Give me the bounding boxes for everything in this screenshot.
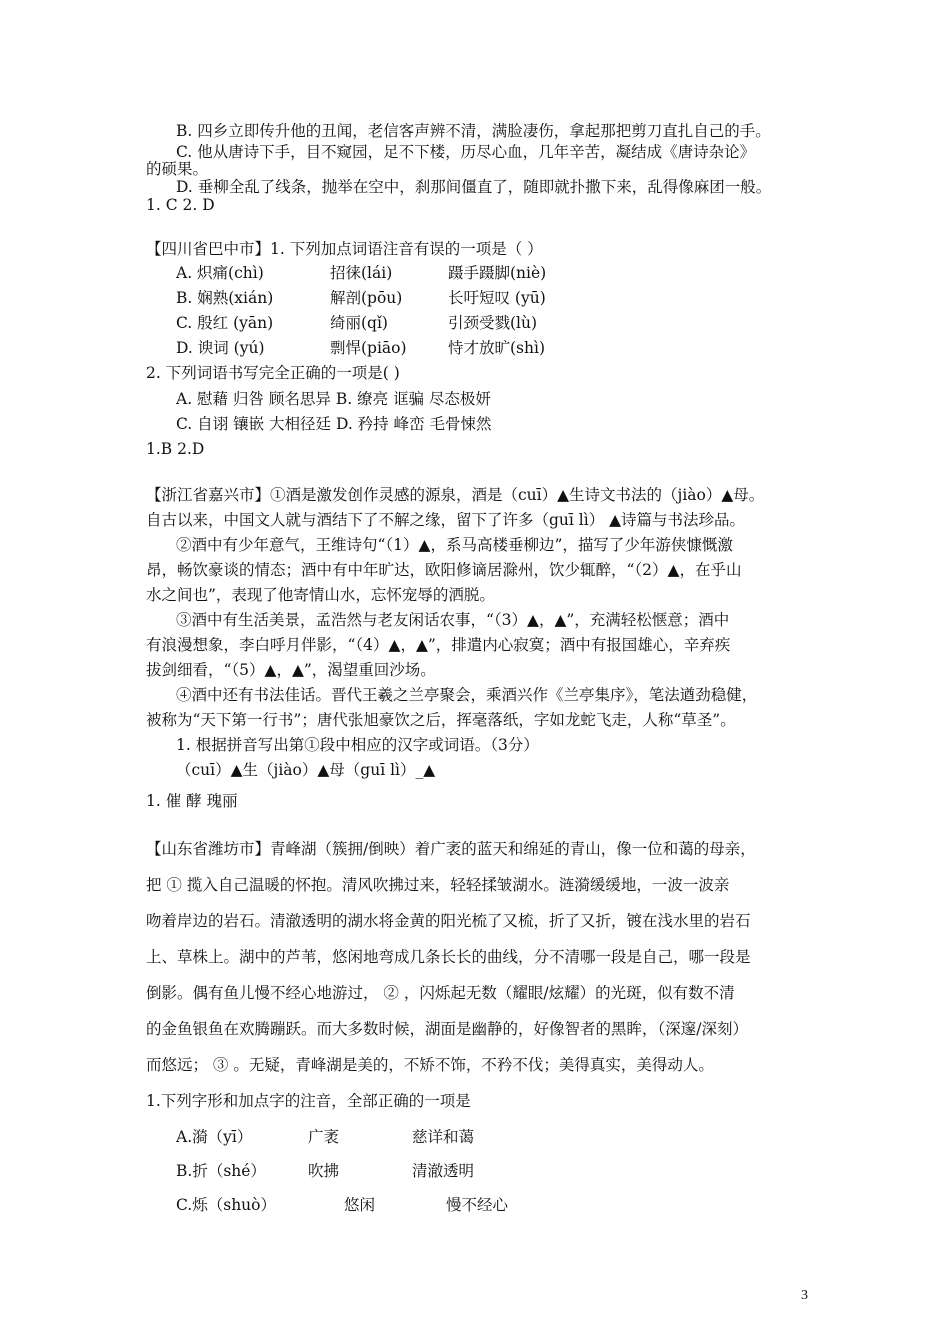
item: 恃才放旷(shì) <box>448 339 545 357</box>
options-row-2: C. 自诩 镶嵌 大相径廷 D. 矜持 峰峦 毛骨悚然 <box>176 415 492 433</box>
jiaxing-question: 1. 根据拼音写出第①段中相应的汉字或词语。（3分） <box>176 736 539 754</box>
item: 蹑手蹑脚(niè) <box>448 264 547 282</box>
jiaxing-line: 自古以来，中国文人就与酒结下了不解之缘，留下了许多（guī lì） ▲诗篇与书法珍品。 <box>146 511 746 529</box>
row-c <box>176 312 537 334</box>
item: C. 殷红 (yān) <box>176 314 274 332</box>
jiaxing-line: 被称为“天下第一行书”；唐代张旭豪饮之后，挥毫落纸，字如龙蛇飞走，人称“草圣”。 <box>146 711 736 729</box>
row-b <box>176 287 546 309</box>
item: 招徕(lái) <box>330 264 393 282</box>
jiaxing-line: 拔剑细看，“（5）▲，▲”，渴望重回沙场。 <box>146 661 436 679</box>
jiaxing-line: 【浙江省嘉兴市】①酒是激发创作灵感的源泉，酒是（cuī）▲生诗文书法的（jiào）▲母。 <box>146 486 765 504</box>
weifang-line: 把 ① 揽入自己温暖的怀抱。清风吹拂过来，轻轻揉皱湖水。涟漪缓缓地，一波一波亲 <box>146 876 730 894</box>
question-bazhong-1: 【四川省巴中市】1. 下列加点词语注音有误的一项是（ ） <box>146 240 543 258</box>
options-row-1: A. 慰藉 归咎 顾名思异 B. 缭亮 诓骗 尽态极妍 <box>176 390 491 408</box>
item: B. 娴熟(xián) <box>176 289 274 307</box>
weifang-option-a <box>176 1126 474 1148</box>
weifang-line: 而悠远； ③ 。无疑，青峰湖是美的，不矫不饰，不矜不伐；美得真实，美得动人。 <box>146 1056 714 1074</box>
option-b: B. 四乡立即传升他的丑闻，老信客声辨不清，满脸凄伤，拿起那把剪刀直扎自己的手。 <box>176 122 771 140</box>
item: D. 谀词 (yú) <box>176 339 265 357</box>
item: 慢不经心 <box>446 1196 509 1214</box>
weifang-question: 1.下列字形和加点字的注音，全部正确的一项是 <box>146 1092 471 1110</box>
weifang-line: 吻着岸边的岩石。清澈透明的湖水将金黄的阳光梳了又梳，折了又折，镀在浅水里的岩石 <box>146 912 751 930</box>
item: 广袤 <box>308 1128 340 1146</box>
item: C.烁（shuò） <box>176 1196 276 1214</box>
row-a <box>176 262 546 284</box>
jiaxing-line: ④酒中还有书法佳话。晋代王羲之兰亭聚会，乘酒兴作《兰亭集序》，笔法遒劲稳健， <box>176 686 758 704</box>
item: 长吁短叹 (yū) <box>448 289 546 307</box>
answer-1: 1. C 2. D <box>146 196 215 214</box>
jiaxing-line: 昂，畅饮豪谈的情态；酒中有中年旷达，欧阳修谪居滁州，饮少辄醉，“（2）▲，在乎山 <box>146 561 742 579</box>
item: 清澈透明 <box>412 1162 475 1180</box>
item: 解剖(pōu) <box>330 289 403 307</box>
answer-2: 1.B 2.D <box>146 440 205 458</box>
weifang-line: 【山东省潍坊市】青峰湖（簇拥/倒映）着广袤的蓝天和绵延的青山，像一位和蔼的母亲， <box>146 840 756 858</box>
item: 慈详和蔼 <box>412 1128 475 1146</box>
weifang-option-b <box>176 1160 474 1182</box>
jiaxing-line: 有浪漫想象，李白呼月伴影，“（4）▲，▲”，排遣内心寂寞；酒中有报国雄心，辛弃疾 <box>146 636 731 654</box>
weifang-option-c <box>176 1194 508 1216</box>
item: 吹拂 <box>308 1162 340 1180</box>
row-d <box>176 337 545 359</box>
jiaxing-line: 水之间也”，表现了他寄情山水，忘怀宠辱的洒脱。 <box>146 586 495 604</box>
page-number: 3 <box>801 1288 808 1303</box>
item: A. 炽痛(chì) <box>176 264 264 282</box>
weifang-line: 倒影。偶有鱼儿慢不经心地游过， ② ，闪烁起无数（耀眼/炫耀）的光斑，似有数不清 <box>146 984 735 1002</box>
option-c-cont: 的硕果。 <box>146 160 209 178</box>
item: 引颈受戮(lù) <box>448 314 538 332</box>
option-d: D. 垂柳全乱了线条，抛举在空中，刹那间僵直了，随即就扑撒下来，乱得像麻团一般。 <box>176 178 772 196</box>
option-c: C. 他从唐诗下手，目不窥园，足不下楼，历尽心血，几年辛苦，凝结成《唐诗杂论》 <box>176 143 756 161</box>
jiaxing-blanks: （cuī）▲生（jiào）▲母（guī lì）_▲ <box>176 761 436 779</box>
item: B.折（shé） <box>176 1162 266 1180</box>
weifang-line: 上、草株上。湖中的芦苇，悠闲地弯成几条长长的曲线，分不清哪一段是自己，哪一段是 <box>146 948 751 966</box>
item: 悠闲 <box>344 1196 376 1214</box>
item: 绮丽(qǐ) <box>330 314 388 332</box>
weifang-line: 的金鱼银鱼在欢腾蹦跃。而大多数时候，湖面是幽静的，好像智者的黑眸，（深邃/深刻） <box>146 1020 748 1038</box>
jiaxing-line: ③酒中有生活美景，孟浩然与老友闲话农事，“（3）▲，▲”，充满轻松惬意；酒中 <box>176 611 730 629</box>
question-bazhong-2: 2. 下列词语书写完全正确的一项是( ) <box>146 364 400 382</box>
answer-3: 1. 催 酵 瑰丽 <box>146 792 238 810</box>
jiaxing-line: ②酒中有少年意气，王维诗句“（1）▲，系马高楼垂柳边”，描写了少年游侠慷慨激 <box>176 536 733 554</box>
item: 剽悍(piāo) <box>330 339 407 357</box>
item: A.漪（yī） <box>176 1128 253 1146</box>
